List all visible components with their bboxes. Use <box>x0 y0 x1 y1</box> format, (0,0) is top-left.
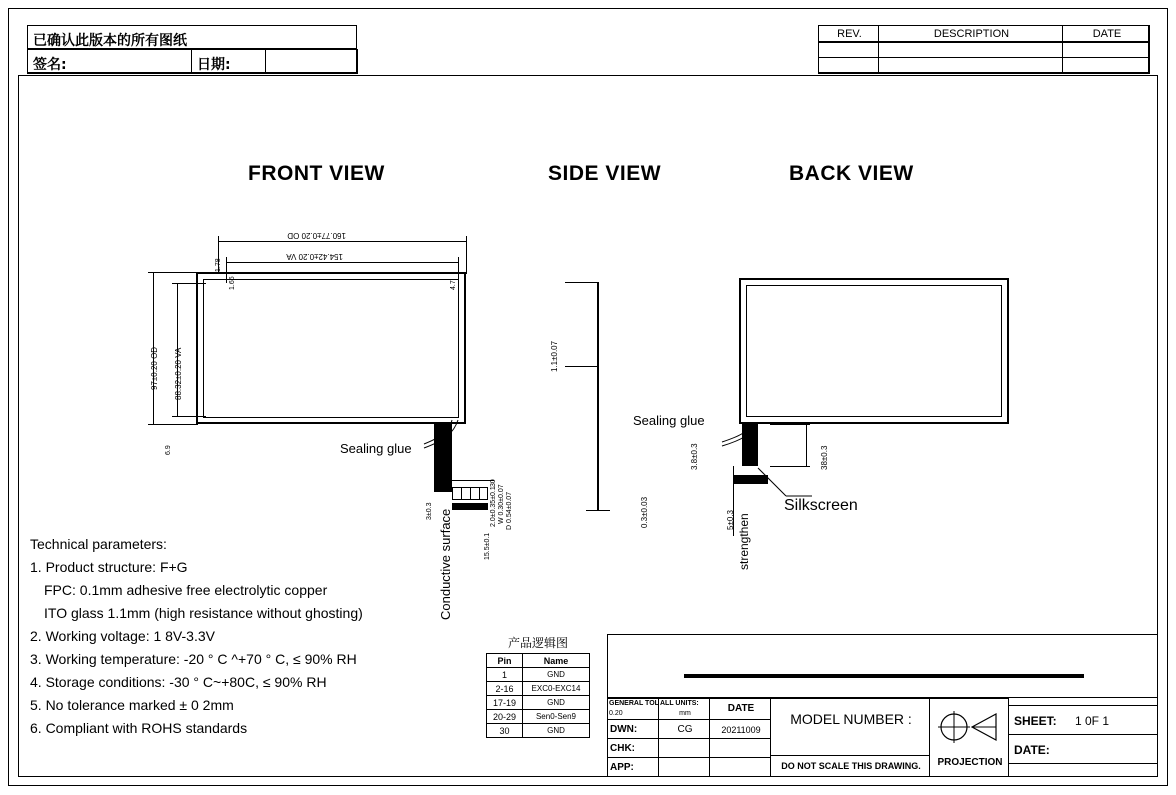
back-view-title: BACK VIEW <box>789 162 914 185</box>
front-od-ext-right <box>466 236 467 274</box>
side-view-title: SIDE VIEW <box>548 162 662 185</box>
all-units-label: ALL UNITS: <box>660 700 699 707</box>
pin-table-block <box>486 634 590 738</box>
model-number-area <box>607 634 1158 698</box>
title-date-label: DATE: <box>1014 743 1050 757</box>
rev-header-date <box>1062 25 1150 42</box>
rev-header-rev-label: REV. <box>837 28 862 40</box>
date-label-cell <box>191 49 266 74</box>
pin-table-caption: 产品逻辑图 <box>507 636 568 650</box>
sheet-cell <box>1008 705 1158 735</box>
chk-value-cell[interactable] <box>658 738 710 758</box>
title-date-cell <box>1008 734 1158 764</box>
strengthen-label: strengthen <box>737 513 751 570</box>
rev-row-2-rev[interactable] <box>818 57 879 74</box>
conductive-surface-label: Conductive surface <box>438 508 453 620</box>
fpc-thickness-dim: 3±0.3 <box>426 502 433 520</box>
pin-table <box>486 653 590 738</box>
pin-table-header-pin: Pin <box>487 654 523 668</box>
model-number-label: MODEL NUMBER : <box>790 711 912 727</box>
front-od-width-dim: 160.77±0.20 OD <box>287 231 346 240</box>
approval-block <box>27 25 357 73</box>
back-sealing-glue-label: Sealing glue <box>633 413 705 428</box>
front-sealing-glue-leader <box>410 418 470 458</box>
sign-label: 签名: <box>33 57 67 73</box>
side-thickness-ext-top <box>565 282 599 283</box>
pin-table-header-name: Name <box>522 654 589 668</box>
sign-label-cell <box>27 49 192 74</box>
back-view-active-area <box>746 285 1002 417</box>
back-step-dim: 3.8±0.3 <box>690 443 699 470</box>
rev-row-2-description[interactable] <box>878 57 1063 74</box>
projection-cell <box>929 698 1009 777</box>
do-not-scale-label: DO NOT SCALE THIS DRAWING. <box>781 761 921 771</box>
dwn-value: CG <box>677 724 693 735</box>
pin-table-header-row <box>487 654 590 668</box>
pin-cell: 30 <box>487 724 523 738</box>
rev-header-date-label: DATE <box>1092 28 1122 40</box>
app-label: APP: <box>610 762 634 773</box>
rev-row-1-rev[interactable] <box>818 42 879 58</box>
fpc-d-dim: D 0.54±0.07 <box>506 491 513 530</box>
name-cell: GND <box>522 724 589 738</box>
rev-header-description <box>878 25 1063 42</box>
fpc-pad-sep-1 <box>461 487 462 500</box>
front-va-ext-left <box>226 257 227 283</box>
table-row <box>487 696 590 710</box>
name-cell: GND <box>522 696 589 710</box>
technical-item-8: 6. Compliant with ROHS standards <box>30 720 248 736</box>
back-dim-ext-b <box>770 424 810 425</box>
pin-cell: 17-19 <box>487 696 523 710</box>
technical-parameters <box>30 536 450 736</box>
front-od-dim-line <box>218 241 466 242</box>
technical-item-5: 3. Working temperature: -20 ° C ^+70 ° C, ≤ 90% RH <box>30 651 357 667</box>
fpc-detail-top-line <box>452 480 494 481</box>
sheet-label: SHEET: <box>1014 714 1057 728</box>
sheet-value: 1 0F 1 <box>1075 714 1110 728</box>
model-number-rule <box>684 674 1084 678</box>
approval-title-cell <box>27 25 357 49</box>
projection-label: PROJECTION <box>937 757 1003 768</box>
front-sealing-glue-label: Sealing glue <box>340 441 412 456</box>
pin-cell: 2-16 <box>487 682 523 696</box>
name-cell: EXC0-EXC14 <box>522 682 589 696</box>
name-cell: Sen0-Sen9 <box>522 710 589 724</box>
front-od-height-dim: 97±0.20 OD <box>150 346 159 390</box>
fpc-pad-sep-2 <box>470 487 471 500</box>
front-bottom-margin-dim: 6.9 <box>165 445 172 455</box>
date-value-title-cell[interactable] <box>709 719 771 739</box>
front-od-height-ext-top <box>148 272 198 273</box>
back-sealing-glue-leader <box>712 420 772 456</box>
rev-row-2-date[interactable] <box>1062 57 1150 74</box>
dwn-label-cell <box>607 719 659 739</box>
dwn-label: DWN: <box>610 724 638 735</box>
all-units-cell <box>658 698 710 720</box>
back-strengthen-dim: 5±0.3 <box>726 510 735 530</box>
general-tol-cell <box>607 698 659 720</box>
technical-item-3: ITO glass 1.1mm (high resistance without ghosting) <box>44 605 363 621</box>
technical-item-1: 1. Product structure: F+G <box>30 559 188 575</box>
front-view-active-area <box>203 279 459 418</box>
app-value-cell[interactable] <box>658 757 710 777</box>
back-dim-ext-a <box>770 466 810 467</box>
front-left-margin-dim: 1.66 <box>229 276 236 290</box>
side-glass-thickness-dim: 1.1±0.07 <box>550 340 559 372</box>
front-od-height-ext-bot <box>148 424 198 425</box>
front-va-height-dim: 88.32±0.20 VA <box>174 347 183 400</box>
table-row <box>487 710 590 724</box>
fpc-w-dim: W 0.30±0.07 <box>498 484 505 524</box>
all-units-value: mm <box>679 710 691 717</box>
fpc-pitch-dim: 2.0±0.35±0.1 <box>490 486 497 527</box>
fpc-detail-bar <box>452 503 488 510</box>
app-extra-cell <box>709 757 771 777</box>
front-va-height-ext-top <box>172 283 206 284</box>
back-dim-line <box>806 424 807 466</box>
rev-header-description-label: DESCRIPTION <box>933 28 1010 40</box>
technical-heading: Technical parameters: <box>30 536 167 552</box>
model-number-cell <box>770 698 930 756</box>
front-right-margin-dim: 4.7 <box>450 280 457 290</box>
general-tol-value: 0.20 <box>609 710 623 717</box>
table-row <box>487 724 590 738</box>
rev-row-1-date[interactable] <box>1062 42 1150 58</box>
side-view-glass <box>597 282 599 510</box>
app-label-cell <box>607 757 659 777</box>
date-value-title: 20211009 <box>721 725 761 735</box>
side-bottom-dim: 0.3±0.03 <box>640 496 649 528</box>
fpc-count-dim: 30 <box>490 479 497 487</box>
silkscreen-label: Silkscreen <box>784 497 858 514</box>
approval-title: 已确认此版本的所有图纸 <box>33 33 187 49</box>
general-tol-label: GENERAL TOL <box>609 700 659 707</box>
front-va-height-ext-bot <box>172 416 206 417</box>
date-header-label: DATE <box>727 703 755 714</box>
dwn-value-cell[interactable] <box>658 719 710 739</box>
pin-cell: 20-29 <box>487 710 523 724</box>
fpc-pad-sep-3 <box>479 487 480 500</box>
technical-item-7: 5. No tolerance marked ± 0 2mm <box>30 697 234 713</box>
side-thickness-ext-bot <box>565 366 599 367</box>
chk-label: CHK: <box>610 743 635 754</box>
revision-block <box>818 25 1149 73</box>
date-label: 日期: <box>197 57 231 73</box>
technical-item-4: 2. Working voltage: 1 8V-3.3V <box>30 628 215 644</box>
name-cell: GND <box>522 668 589 682</box>
back-total-dim: 38±0.3 <box>820 445 829 470</box>
fpc-length-dim: 15.5±0.1 <box>484 532 491 560</box>
do-not-scale-cell <box>770 755 930 777</box>
chk-label-cell <box>607 738 659 758</box>
table-row <box>487 668 590 682</box>
projection-symbol-icon <box>934 705 1006 749</box>
front-top-margin-dim: 1.78 <box>215 258 222 272</box>
pin-cell: 1 <box>487 668 523 682</box>
table-row <box>487 682 590 696</box>
technical-item-2: FPC: 0.1mm adhesive free electrolytic copper <box>44 582 328 598</box>
front-va-ext-right <box>458 257 459 283</box>
rev-row-1-description[interactable] <box>878 42 1063 58</box>
date-value-cell[interactable] <box>265 49 358 74</box>
front-va-width-dim: 154.42±0.20 VA <box>286 252 343 261</box>
rev-header-rev <box>818 25 879 42</box>
front-va-dim-line <box>226 262 458 263</box>
technical-item-6: 4. Storage conditions: -30 ° C~+80C, ≤ 90% RH <box>30 674 327 690</box>
side-view-base-line <box>586 510 610 511</box>
front-view-title: FRONT VIEW <box>248 162 385 185</box>
chk-extra-cell <box>709 738 771 758</box>
date-header-cell <box>709 698 771 720</box>
